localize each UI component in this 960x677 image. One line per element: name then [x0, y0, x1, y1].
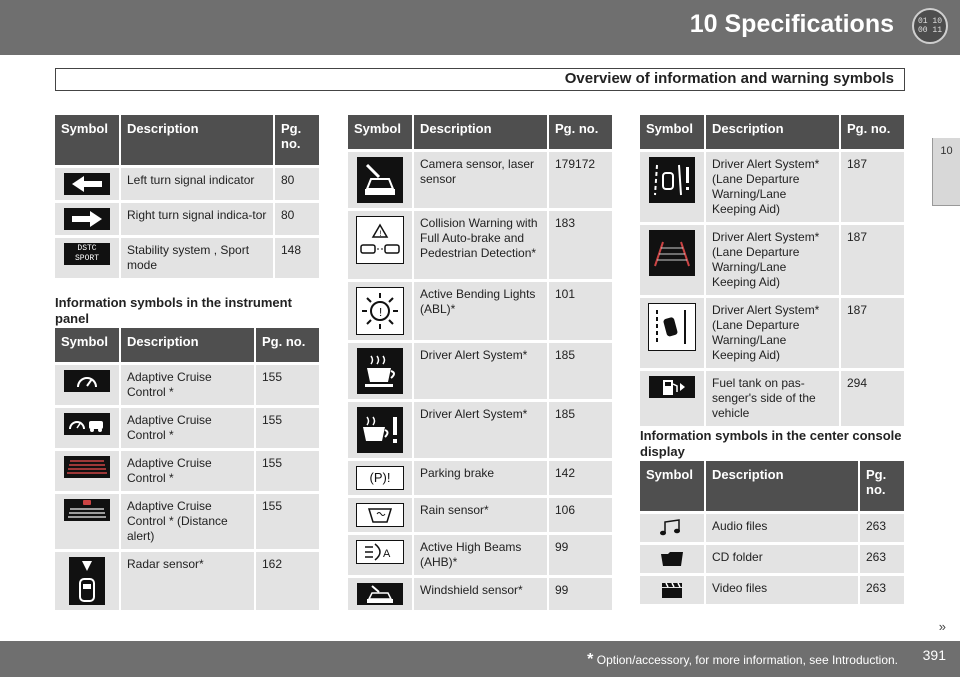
- clapperboard-icon: [658, 581, 686, 599]
- table-row: [55, 168, 319, 200]
- row-page: 106: [549, 498, 612, 532]
- header-symbol: Symbol: [348, 115, 414, 149]
- row-page: 185: [549, 402, 612, 458]
- row-page: 183: [549, 211, 612, 279]
- row-page: 99: [549, 535, 612, 575]
- distance-alert-icon: [64, 499, 110, 521]
- row-page: 99: [549, 578, 612, 610]
- table-row: [348, 152, 612, 208]
- table-row: [55, 365, 319, 405]
- section-heading-center-console: Information symbols in the center console display: [640, 428, 902, 459]
- lane-drift-icon: [648, 303, 696, 351]
- lane-departure-icon: [649, 157, 695, 203]
- column-3: [640, 112, 904, 429]
- row-description: Parking brake: [414, 461, 549, 495]
- row-description: CD folder: [706, 545, 860, 573]
- row-page: 187: [841, 225, 904, 295]
- symbol-table-5: [640, 458, 904, 607]
- row-description: Driver Alert System*: [414, 402, 549, 458]
- symbol-table-1: [55, 112, 319, 281]
- row-description: Collision Warning with Full Auto-brake and Pedestrian Detection*: [414, 211, 549, 279]
- row-description: Adaptive Cruise Control * (Distance alert): [121, 494, 256, 549]
- footnote: [587, 651, 898, 669]
- row-description: Stability system , Sport mode: [121, 238, 275, 278]
- table-row: [348, 402, 612, 458]
- row-page: 148: [275, 238, 319, 278]
- row-description: Driver Alert System* (Lane Departure Warning/Lane Keeping Aid): [706, 298, 841, 368]
- table-row: [55, 203, 319, 235]
- table-header-row: [640, 461, 904, 511]
- row-page: 185: [549, 343, 612, 399]
- radar-sensor-icon: [69, 557, 105, 605]
- row-page: 162: [256, 552, 319, 610]
- lane-lines-icon: [649, 230, 695, 276]
- row-description: Camera sensor, laser sensor: [414, 152, 549, 208]
- row-description: Right turn signal indica-tor: [121, 203, 275, 235]
- row-description: Active High Beams (AHB)*: [414, 535, 549, 575]
- table-row: [55, 238, 319, 278]
- row-page: 155: [256, 365, 319, 405]
- svg-text:A: A: [383, 548, 391, 560]
- folder-icon: [658, 550, 686, 568]
- chapter-title: 10 Specifications: [689, 10, 894, 38]
- row-description: Radar sensor*: [121, 552, 256, 610]
- chapter-header-bar: [0, 0, 960, 55]
- table-header-row: [348, 115, 612, 149]
- row-page: 80: [275, 168, 319, 200]
- table-row: [55, 494, 319, 549]
- table-row: [55, 408, 319, 448]
- symbol-table-3: [348, 112, 612, 613]
- left-arrow-icon: [64, 173, 110, 195]
- table-row: [348, 211, 612, 279]
- collision-warning-icon: [356, 216, 404, 264]
- header-page: Pg. no.: [256, 328, 319, 362]
- header-description: Description: [414, 115, 549, 149]
- header-page: Pg. no.: [860, 461, 904, 511]
- chapter-side-tab[interactable]: 10: [932, 138, 960, 206]
- section-title: Overview of information and warning symbols: [564, 70, 894, 87]
- row-description: Adaptive Cruise Control *: [121, 408, 256, 448]
- dstc-sport-icon: DSTC SPORT: [64, 243, 110, 265]
- table-row: [348, 461, 612, 495]
- row-page: 142: [549, 461, 612, 495]
- row-description: Adaptive Cruise Control *: [121, 451, 256, 491]
- section-header: [55, 68, 905, 91]
- chapter-logo-icon: [912, 8, 948, 44]
- table-row: [640, 576, 904, 604]
- fuel-pump-icon: [649, 376, 695, 398]
- table-row: [348, 578, 612, 610]
- row-page: 263: [860, 545, 904, 573]
- speedometer-car-icon: [64, 413, 110, 435]
- camera-sensor-icon: [357, 157, 403, 203]
- next-page-arrows-icon[interactable]: »: [938, 619, 944, 634]
- svg-text:!: !: [377, 306, 385, 320]
- footnote-asterisk: *: [587, 651, 594, 668]
- header-symbol: Symbol: [640, 115, 706, 149]
- section-heading-instrument-panel: Information symbols in the instrument panel: [55, 295, 292, 326]
- table-row: [348, 343, 612, 399]
- row-page: 155: [256, 494, 319, 549]
- header-description: Description: [121, 328, 256, 362]
- table-header-row: [55, 328, 319, 362]
- table-row: [640, 225, 904, 295]
- table-row: [640, 514, 904, 542]
- table-row: [640, 545, 904, 573]
- header-symbol: Symbol: [55, 115, 121, 165]
- table-row: [55, 451, 319, 491]
- row-description: Driver Alert System*: [414, 343, 549, 399]
- header-description: Description: [706, 115, 841, 149]
- row-page: 155: [256, 451, 319, 491]
- windshield-sensor-icon: [357, 583, 403, 605]
- header-description: Description: [121, 115, 275, 165]
- rain-sensor-icon: [356, 503, 404, 527]
- header-symbol: Symbol: [55, 328, 121, 362]
- row-page: 80: [275, 203, 319, 235]
- row-description: Driver Alert System* (Lane Departure Warning/Lane Keeping Aid): [706, 225, 841, 295]
- table-row: [348, 498, 612, 532]
- row-description: Driver Alert System* (Lane Departure Warning/Lane Keeping Aid): [706, 152, 841, 222]
- row-page: 155: [256, 408, 319, 448]
- chapter-logo-text: 01 10 00 11: [917, 17, 942, 35]
- coffee-cup-icon: [357, 348, 403, 394]
- row-description: Fuel tank on pas-senger's side of the vehicle: [706, 371, 841, 426]
- music-note-icon: [658, 519, 686, 537]
- row-description: Active Bending Lights (ABL)*: [414, 282, 549, 340]
- row-page: 294: [841, 371, 904, 426]
- table-row: [640, 152, 904, 222]
- row-page: 263: [860, 514, 904, 542]
- row-page: 187: [841, 298, 904, 368]
- column-1-lower: [55, 325, 319, 613]
- row-page: 187: [841, 152, 904, 222]
- table-header-row: [640, 115, 904, 149]
- page-number: 391: [922, 647, 946, 663]
- row-page: 263: [860, 576, 904, 604]
- table-row: [348, 535, 612, 575]
- row-page: 179172: [549, 152, 612, 208]
- bending-light-icon: [356, 287, 404, 335]
- coffee-cup-warning-icon: [357, 407, 403, 453]
- header-description: Description: [706, 461, 860, 511]
- row-description: Rain sensor*: [414, 498, 549, 532]
- column-1: [55, 112, 319, 281]
- row-page: 101: [549, 282, 612, 340]
- table-header-row: [55, 115, 319, 165]
- header-symbol: Symbol: [640, 461, 706, 511]
- table-row: [55, 552, 319, 610]
- high-beam-icon: [356, 540, 404, 564]
- svg-text:!: !: [378, 230, 383, 239]
- row-description: Windshield sensor*: [414, 578, 549, 610]
- table-row: [348, 282, 612, 340]
- parking-brake-icon: (P)!: [356, 466, 404, 490]
- row-description: Audio files: [706, 514, 860, 542]
- header-page: Pg. no.: [275, 115, 319, 165]
- header-page: Pg. no.: [549, 115, 612, 149]
- column-2: [348, 112, 612, 613]
- table-row: [640, 371, 904, 426]
- row-description: Adaptive Cruise Control *: [121, 365, 256, 405]
- right-arrow-icon: [64, 208, 110, 230]
- symbol-table-4: [640, 112, 904, 429]
- speedometer-icon: [64, 370, 110, 392]
- column-3-lower: [640, 458, 904, 607]
- footnote-text: Option/accessory, for more information, see Introduction.: [596, 653, 898, 667]
- table-row: [640, 298, 904, 368]
- row-description: Left turn signal indicator: [121, 168, 275, 200]
- distance-lines-icon: [64, 456, 110, 478]
- row-description: Video files: [706, 576, 860, 604]
- header-page: Pg. no.: [841, 115, 904, 149]
- symbol-table-2: [55, 325, 319, 613]
